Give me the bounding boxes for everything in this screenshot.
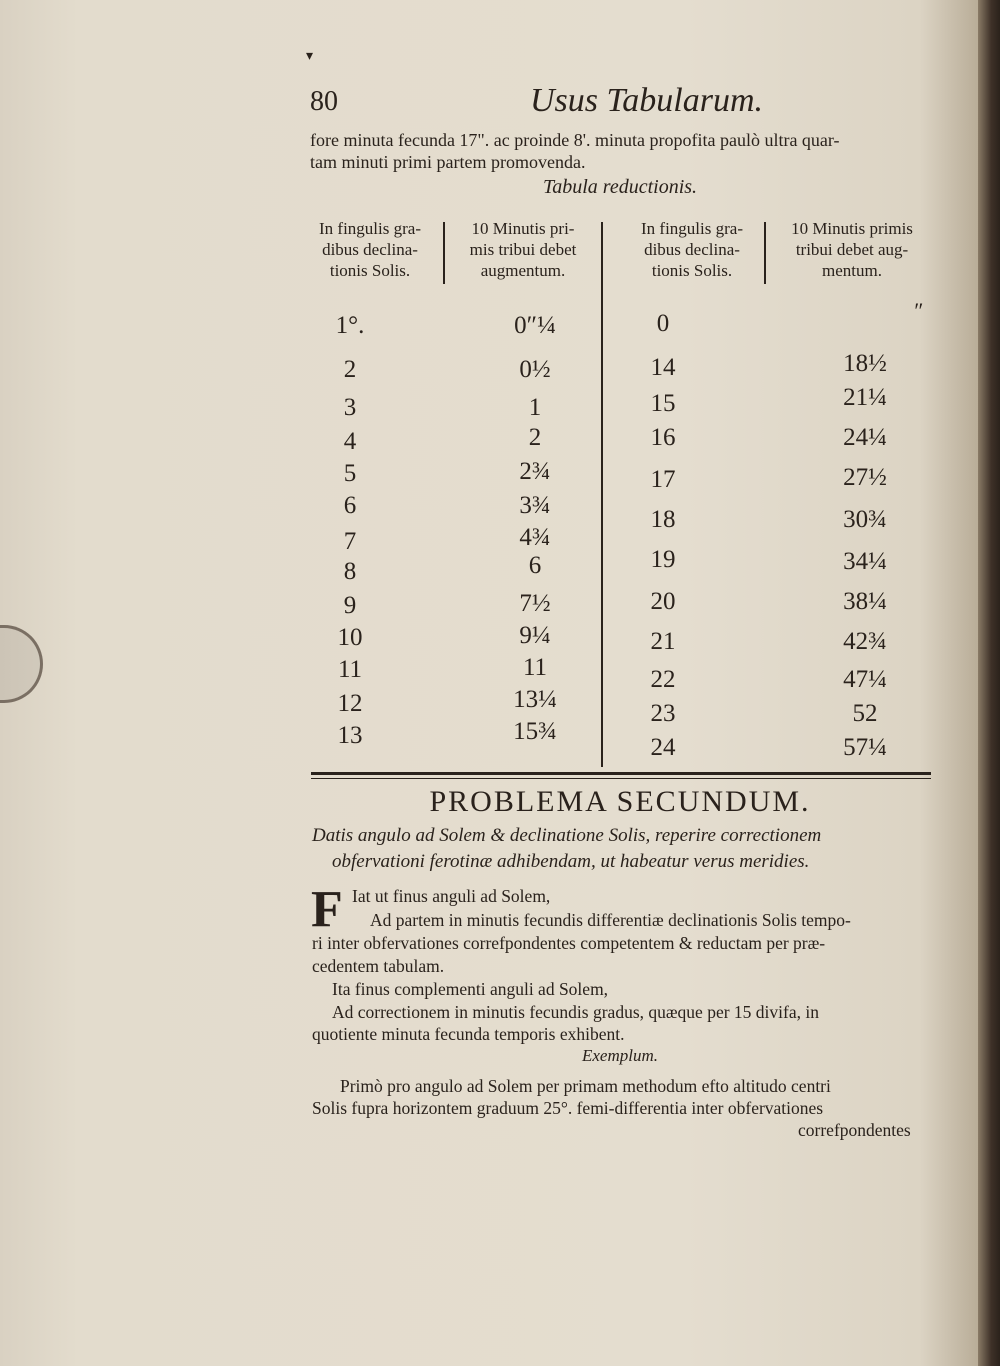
body-line: Iat ut finus anguli ad Solem, bbox=[352, 886, 551, 906]
table-cell: 14 bbox=[650, 354, 676, 381]
table-cell: 0″¼ bbox=[514, 312, 556, 339]
drop-cap: F bbox=[311, 881, 343, 938]
body-line: correfpondentes bbox=[798, 1120, 911, 1140]
table-cell: 0 bbox=[656, 310, 670, 337]
column-header: 10 Minutis primis tribui debet aug- mentum. bbox=[791, 219, 913, 280]
table-cell: 2 bbox=[343, 356, 357, 383]
table-cell: 24¼ bbox=[843, 424, 887, 451]
table-title: Tabula reductionis. bbox=[542, 176, 698, 198]
table-cell: 7 bbox=[343, 528, 357, 555]
column-header: 10 Minutis pri- mis tribui debet augmentum. bbox=[469, 219, 577, 280]
table-cell: 57¼ bbox=[843, 734, 887, 761]
table-cell: 47¼ bbox=[843, 666, 887, 693]
table-cell: 18 bbox=[650, 506, 676, 533]
table-cell: 13¼ bbox=[513, 686, 557, 713]
body-line: Ad correctionem in minutis fecundis gradus, quæque per 15 divifa, in bbox=[332, 1002, 819, 1022]
body-line: quotiente minuta fecunda temporis exhibent. bbox=[312, 1024, 625, 1044]
table-cell: 4 bbox=[343, 428, 357, 455]
column-header: In fingulis gra- dibus declina- tionis Solis. bbox=[319, 219, 421, 280]
table-cell: 34¼ bbox=[843, 548, 887, 575]
column-header: In fingulis gra- dibus declina- tionis Solis. bbox=[641, 219, 743, 280]
intro-line: tam minuti primi partem promovenda. bbox=[310, 152, 586, 172]
table-cell: 19 bbox=[650, 546, 676, 573]
table-cell: 17 bbox=[650, 466, 676, 493]
table-cell: 3 bbox=[343, 394, 357, 421]
table-cell: 12 bbox=[337, 690, 363, 717]
page-edge bbox=[978, 0, 1000, 1366]
table-cell: 42¾ bbox=[843, 628, 887, 655]
body-line: Solis fupra horizontem graduum 25°. femi-differentia inter obfervationes bbox=[312, 1098, 824, 1118]
table-cell: 2¾ bbox=[519, 458, 551, 485]
example-heading: Exemplum. bbox=[581, 1046, 658, 1065]
table-cell: 52 bbox=[852, 700, 878, 727]
table-cell: 16 bbox=[650, 424, 676, 451]
unit-mark: ″ bbox=[912, 298, 922, 323]
table-cell: 4¾ bbox=[519, 524, 551, 551]
problem-statement: Datis angulo ad Solem & declinatione Solis, reperire correctionem bbox=[312, 825, 822, 846]
problem-statement: obfervationi ferotinæ adhibendam, ut habeatur verus meridies. bbox=[332, 851, 810, 872]
table-cell: 38¼ bbox=[843, 588, 887, 615]
body-line: Ad partem in minutis fecundis differentiæ declinationis Solis tempo- bbox=[370, 910, 851, 930]
intro-line: fore minuta fecunda 17". ac proinde 8'. minuta propofita paulò ultra quar- bbox=[310, 130, 840, 150]
table-cell: 0½ bbox=[519, 356, 551, 383]
table-cell: 3¾ bbox=[519, 492, 551, 519]
body-line: Ita finus complementi anguli ad Solem, bbox=[332, 979, 609, 999]
table-cell: 24 bbox=[650, 734, 676, 761]
table-cell: 27½ bbox=[843, 464, 887, 491]
problem-heading: PROBLEMA SECUNDUM. bbox=[429, 785, 811, 818]
table-cell: 21 bbox=[650, 628, 676, 655]
table-cell: 22 bbox=[650, 666, 676, 693]
table-cell: 20 bbox=[650, 588, 676, 615]
table-cell: 23 bbox=[650, 700, 676, 727]
body-line: Primò pro angulo ad Solem per primam methodum efto altitudo centri bbox=[340, 1076, 831, 1096]
running-title: Usus Tabularum. bbox=[530, 82, 764, 119]
column-divider bbox=[764, 222, 766, 284]
table-cell: 5 bbox=[343, 460, 357, 487]
table-rule bbox=[311, 772, 931, 775]
table-cell: 1°. bbox=[335, 312, 365, 339]
table-cell: 11 bbox=[337, 656, 363, 683]
body-line: ri inter obfervationes correfpondentes competentem & reductam per præ- bbox=[312, 933, 826, 953]
table-cell: 2 bbox=[528, 424, 542, 451]
column-divider bbox=[443, 222, 445, 284]
table-cell: 8 bbox=[343, 558, 357, 585]
table-cell: 18½ bbox=[843, 350, 887, 377]
table-cell: 9¼ bbox=[519, 622, 551, 649]
table-cell: 10 bbox=[337, 624, 363, 651]
table-cell: 7½ bbox=[519, 590, 551, 617]
table-cell: 21¼ bbox=[843, 384, 887, 411]
table-cell: 30¾ bbox=[843, 506, 887, 533]
body-line: cedentem tabulam. bbox=[312, 956, 445, 976]
table-cell: 11 bbox=[522, 654, 548, 681]
table-cell: 15 bbox=[650, 390, 676, 417]
table-cell: 13 bbox=[337, 722, 363, 749]
center-divider bbox=[601, 222, 603, 767]
table-cell: 6 bbox=[528, 552, 542, 579]
table-cell: 6 bbox=[343, 492, 357, 519]
table-rule bbox=[311, 778, 931, 779]
page-number: 80 bbox=[310, 86, 338, 117]
printer-mark: ▾ bbox=[306, 49, 314, 64]
table-cell: 15¾ bbox=[513, 718, 557, 745]
page-clip bbox=[0, 625, 43, 703]
table-cell: 9 bbox=[343, 592, 357, 619]
table-cell: 1 bbox=[528, 394, 542, 421]
running-head bbox=[310, 82, 930, 128]
